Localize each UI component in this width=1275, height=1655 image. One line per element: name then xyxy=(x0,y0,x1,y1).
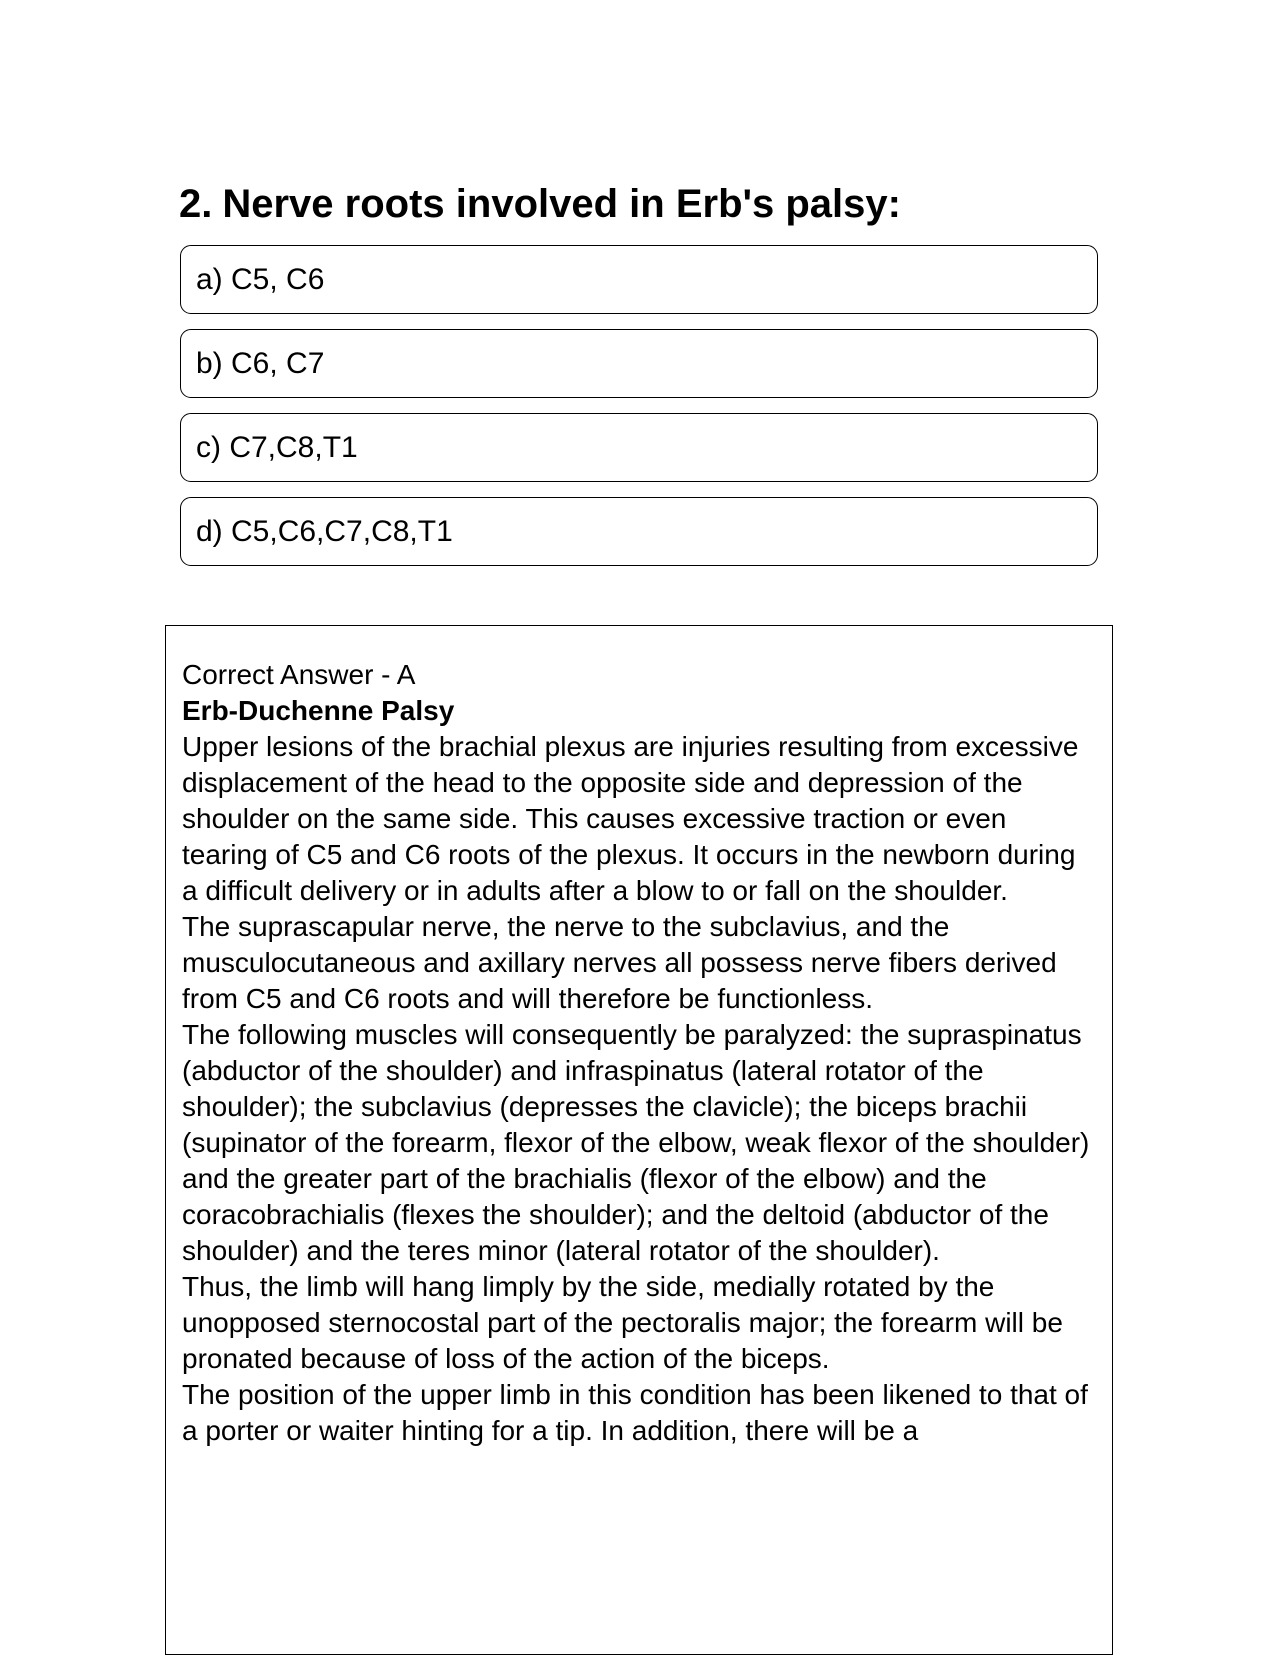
option-b[interactable] xyxy=(180,329,1098,398)
option-a[interactable] xyxy=(180,245,1098,314)
explanation-heading: Erb-Duchenne Palsy xyxy=(182,695,455,726)
option-c[interactable] xyxy=(180,413,1098,482)
question-text: Nerve roots involved in Erb's palsy: xyxy=(222,182,901,226)
option-label: d) C5,C6,C7,C8,T1 xyxy=(196,514,453,548)
option-d[interactable] xyxy=(180,497,1098,566)
explanation-box xyxy=(165,625,1113,1655)
answer-options xyxy=(180,245,1098,581)
explanation-paragraph: Thus, the limb will hang limply by the side, medially rotated by the unopposed sternocostal part of the pectoralis major; the forearm will be pronated because of loss of the action of the biceps. xyxy=(182,1271,1063,1374)
correct-answer-line: Correct Answer - A xyxy=(182,659,416,690)
explanation-content xyxy=(166,626,1112,1501)
option-label: a) C5, C6 xyxy=(196,262,325,296)
option-label: c) C7,C8,T1 xyxy=(196,430,358,464)
explanation-paragraph: Upper lesions of the brachial plexus are injuries resulting from excessive displacement of the head to the opposite side and depression of the shoulder on the same side. This causes excessive traction or even tearing of C5 and C6 roots of the plexus. It occurs in the newborn during a difficult delivery or in adults after a blow to or fall on the shoulder. xyxy=(182,731,1079,906)
question-title xyxy=(179,178,901,230)
explanation-paragraph: The following muscles will consequently be paralyzed: the supraspinatus (abductor of the shoulder) and infraspinatus (lateral rotator of the shoulder); the subclavius (depresses the clavicle); the biceps brachii (supinator of the forearm, flexor of the elbow, weak flexor of the shoulder) and the greater part of the brachialis (flexor of the elbow) and the coracobrachialis (flexes the shoulder); and the deltoid (abductor of the shoulder) and the teres minor (lateral rotator of the shoulder). xyxy=(182,1019,1090,1266)
question-number: 2. xyxy=(179,182,213,226)
explanation-paragraph: The suprascapular nerve, the nerve to the subclavius, and the musculocutaneous and axillary nerves all possess nerve fibers derived from C5 and C6 roots and will therefore be functionless. xyxy=(182,911,1057,1014)
option-label: b) C6, C7 xyxy=(196,346,325,380)
explanation-paragraph: The position of the upper limb in this condition has been likened to that of a porter or waiter hinting for a tip. In addition, there will be a xyxy=(182,1379,1088,1446)
page-cutoff xyxy=(166,1501,1112,1655)
